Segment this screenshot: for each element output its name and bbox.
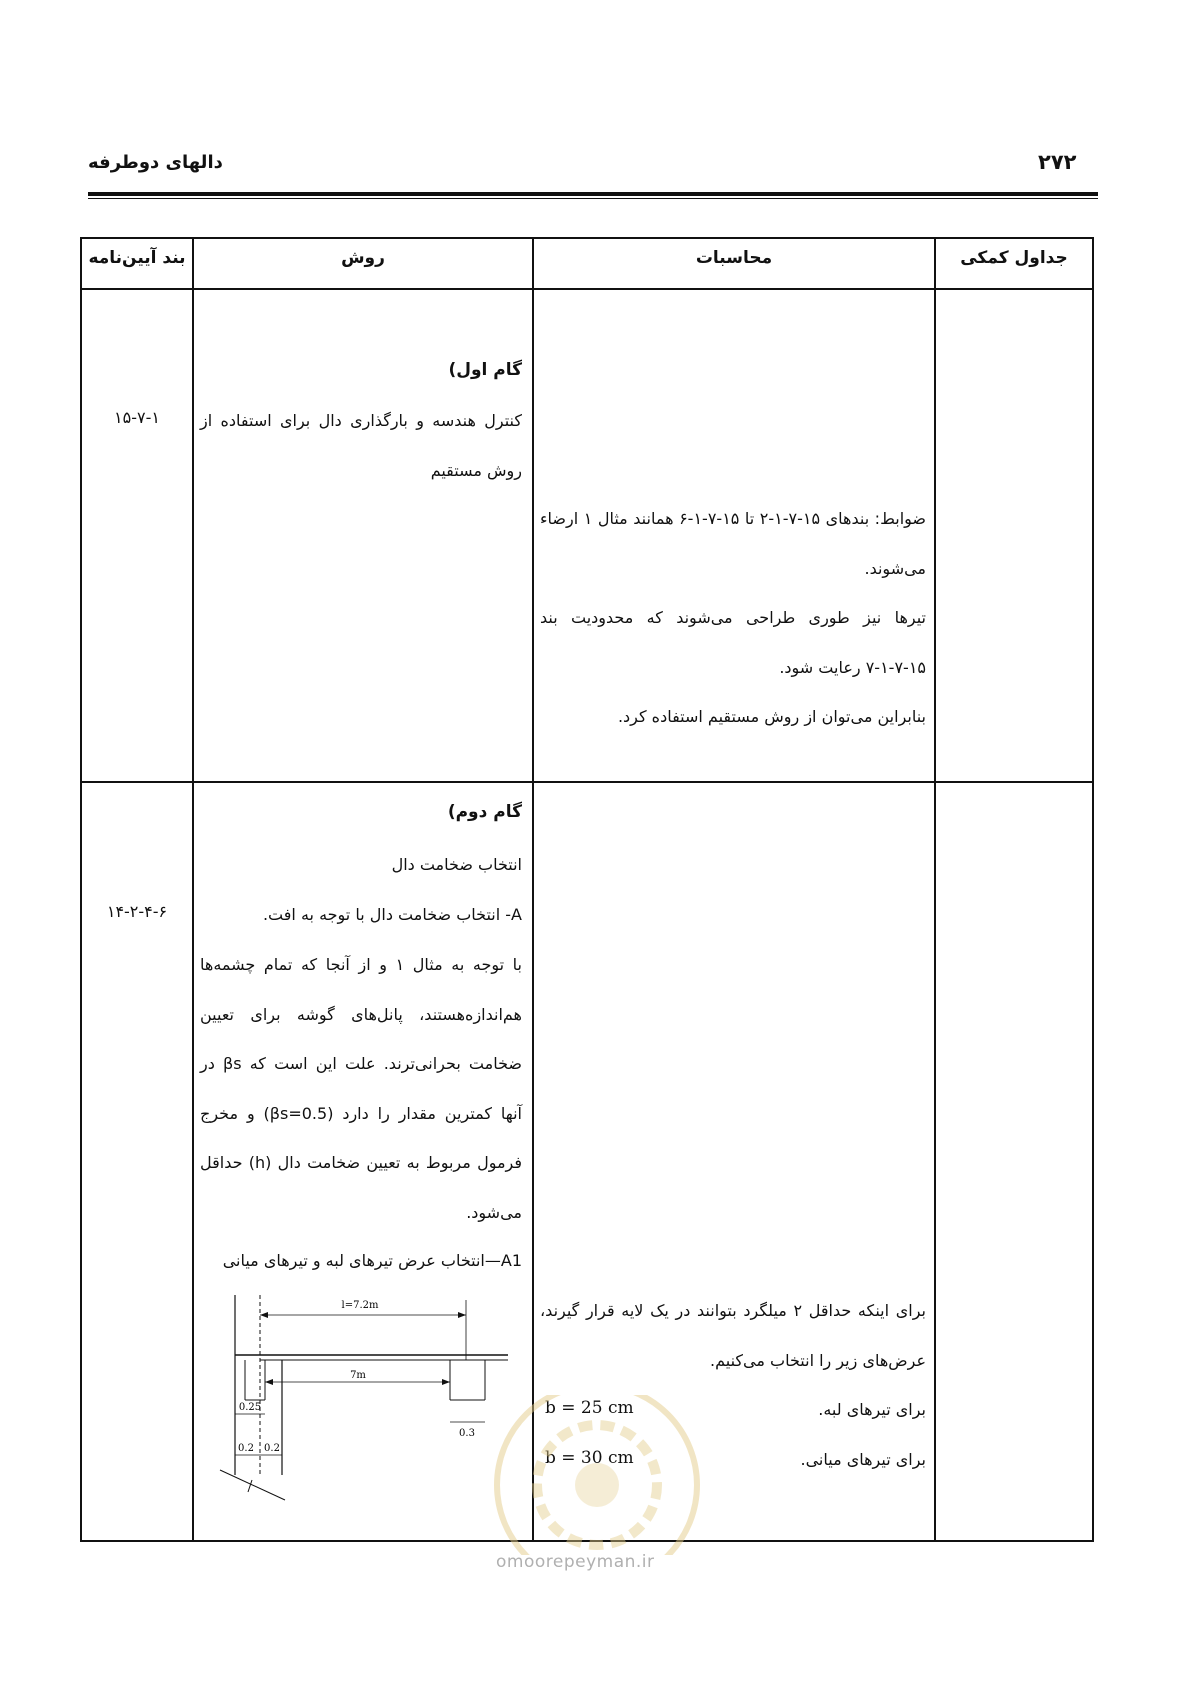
beam-section-diagram xyxy=(210,1290,520,1515)
row1-calc-line-1: ضوابط: بندهای ۱۵-۷-۱-۲ تا ۱۵-۷-۱-۶ همانند مثال ۱ ارضاء می‌شوند. xyxy=(540,509,927,578)
row1-step-title: گام اول) xyxy=(448,360,522,380)
watermark-seal-icon xyxy=(482,1395,712,1555)
header-calculations: محاسبات xyxy=(695,248,773,268)
edge-beam-label: برای تیرهای لبه. xyxy=(818,1400,926,1419)
running-title: دالهای دوطرفه xyxy=(88,152,223,173)
header-row-divider xyxy=(80,288,1094,290)
span-label: l=7.2m xyxy=(341,1300,379,1311)
header-aux-tables: جداول کمکی xyxy=(960,248,1068,268)
dim-right-label: 0.3 xyxy=(459,1428,475,1439)
row2-method-line-1: انتخاب ضخامت دال xyxy=(391,855,522,874)
header-rule-thick xyxy=(88,192,1098,196)
row1-method-text: کنترل هندسه و بارگذاری دال برای استفاده از روش مستقیم xyxy=(200,411,522,480)
row2-method-line-2: A- انتخاب ضخامت دال با توجه به افت. xyxy=(262,905,522,924)
header-rule-thin xyxy=(88,198,1098,199)
row2-calc-text: برای اینکه حداقل ۲ میلگرد بتوانند در یک لایه قرار گیرند، عرض‌های زیر را انتخاب می‌کنیم. xyxy=(540,1301,926,1370)
column-divider-2 xyxy=(532,237,534,1542)
mid-beam-label: برای تیرهای میانی. xyxy=(800,1450,926,1469)
clear-span-label: 7m xyxy=(350,1370,366,1381)
dim-b-label: 0.2 xyxy=(264,1443,280,1454)
mid-beam-value: b = 30 cm xyxy=(545,1448,634,1468)
row1-calc-line-2: تیرها نیز طوری طراحی می‌شوند که محدودیت بند ۱۵-۷-۱-۷ رعایت شود. xyxy=(540,608,926,677)
edge-beam-value: b = 25 cm xyxy=(545,1398,634,1418)
column-divider-3 xyxy=(934,237,936,1542)
watermark-url: omoorepeyman.ir xyxy=(496,1552,655,1572)
page-number: ۲۷۲ xyxy=(1038,150,1077,174)
dim-a-label: 0.2 xyxy=(238,1443,254,1454)
row2-method-paragraph: با توجه به مثال ۱ و از آنجا که تمام چشمه‌ها هم‌اندازه‌هستند، پانل‌های گوشه برای تعیین ضخامت بحرانی‌ترند. علت این است که βs در آنها کمترین مقدار را دارد (βs=0.5) و مخرج فرمول مربوط به تعیین ضخامت دال (h) حداقل می‌شود. xyxy=(200,955,523,1222)
row1-calc-line-3: بنابراین می‌توان از روش مستقیم استفاده کرد. xyxy=(617,707,926,726)
row2-code-clause: ۱۴-۲-۴-۶ xyxy=(106,902,168,921)
column-divider-1 xyxy=(192,237,194,1542)
header-method: روش xyxy=(341,248,385,268)
dim-edge-label: 0.25 xyxy=(238,1402,262,1413)
header-code-clause: بند آیین‌نامه xyxy=(88,248,186,268)
row2-step-title: گام دوم) xyxy=(447,802,522,822)
row-divider xyxy=(80,781,1094,783)
row2-substep: A1—انتخاب عرض تیرهای لبه و تیرهای میانی xyxy=(222,1251,522,1270)
row1-code-clause: ۱۵-۷-۱ xyxy=(114,408,160,427)
